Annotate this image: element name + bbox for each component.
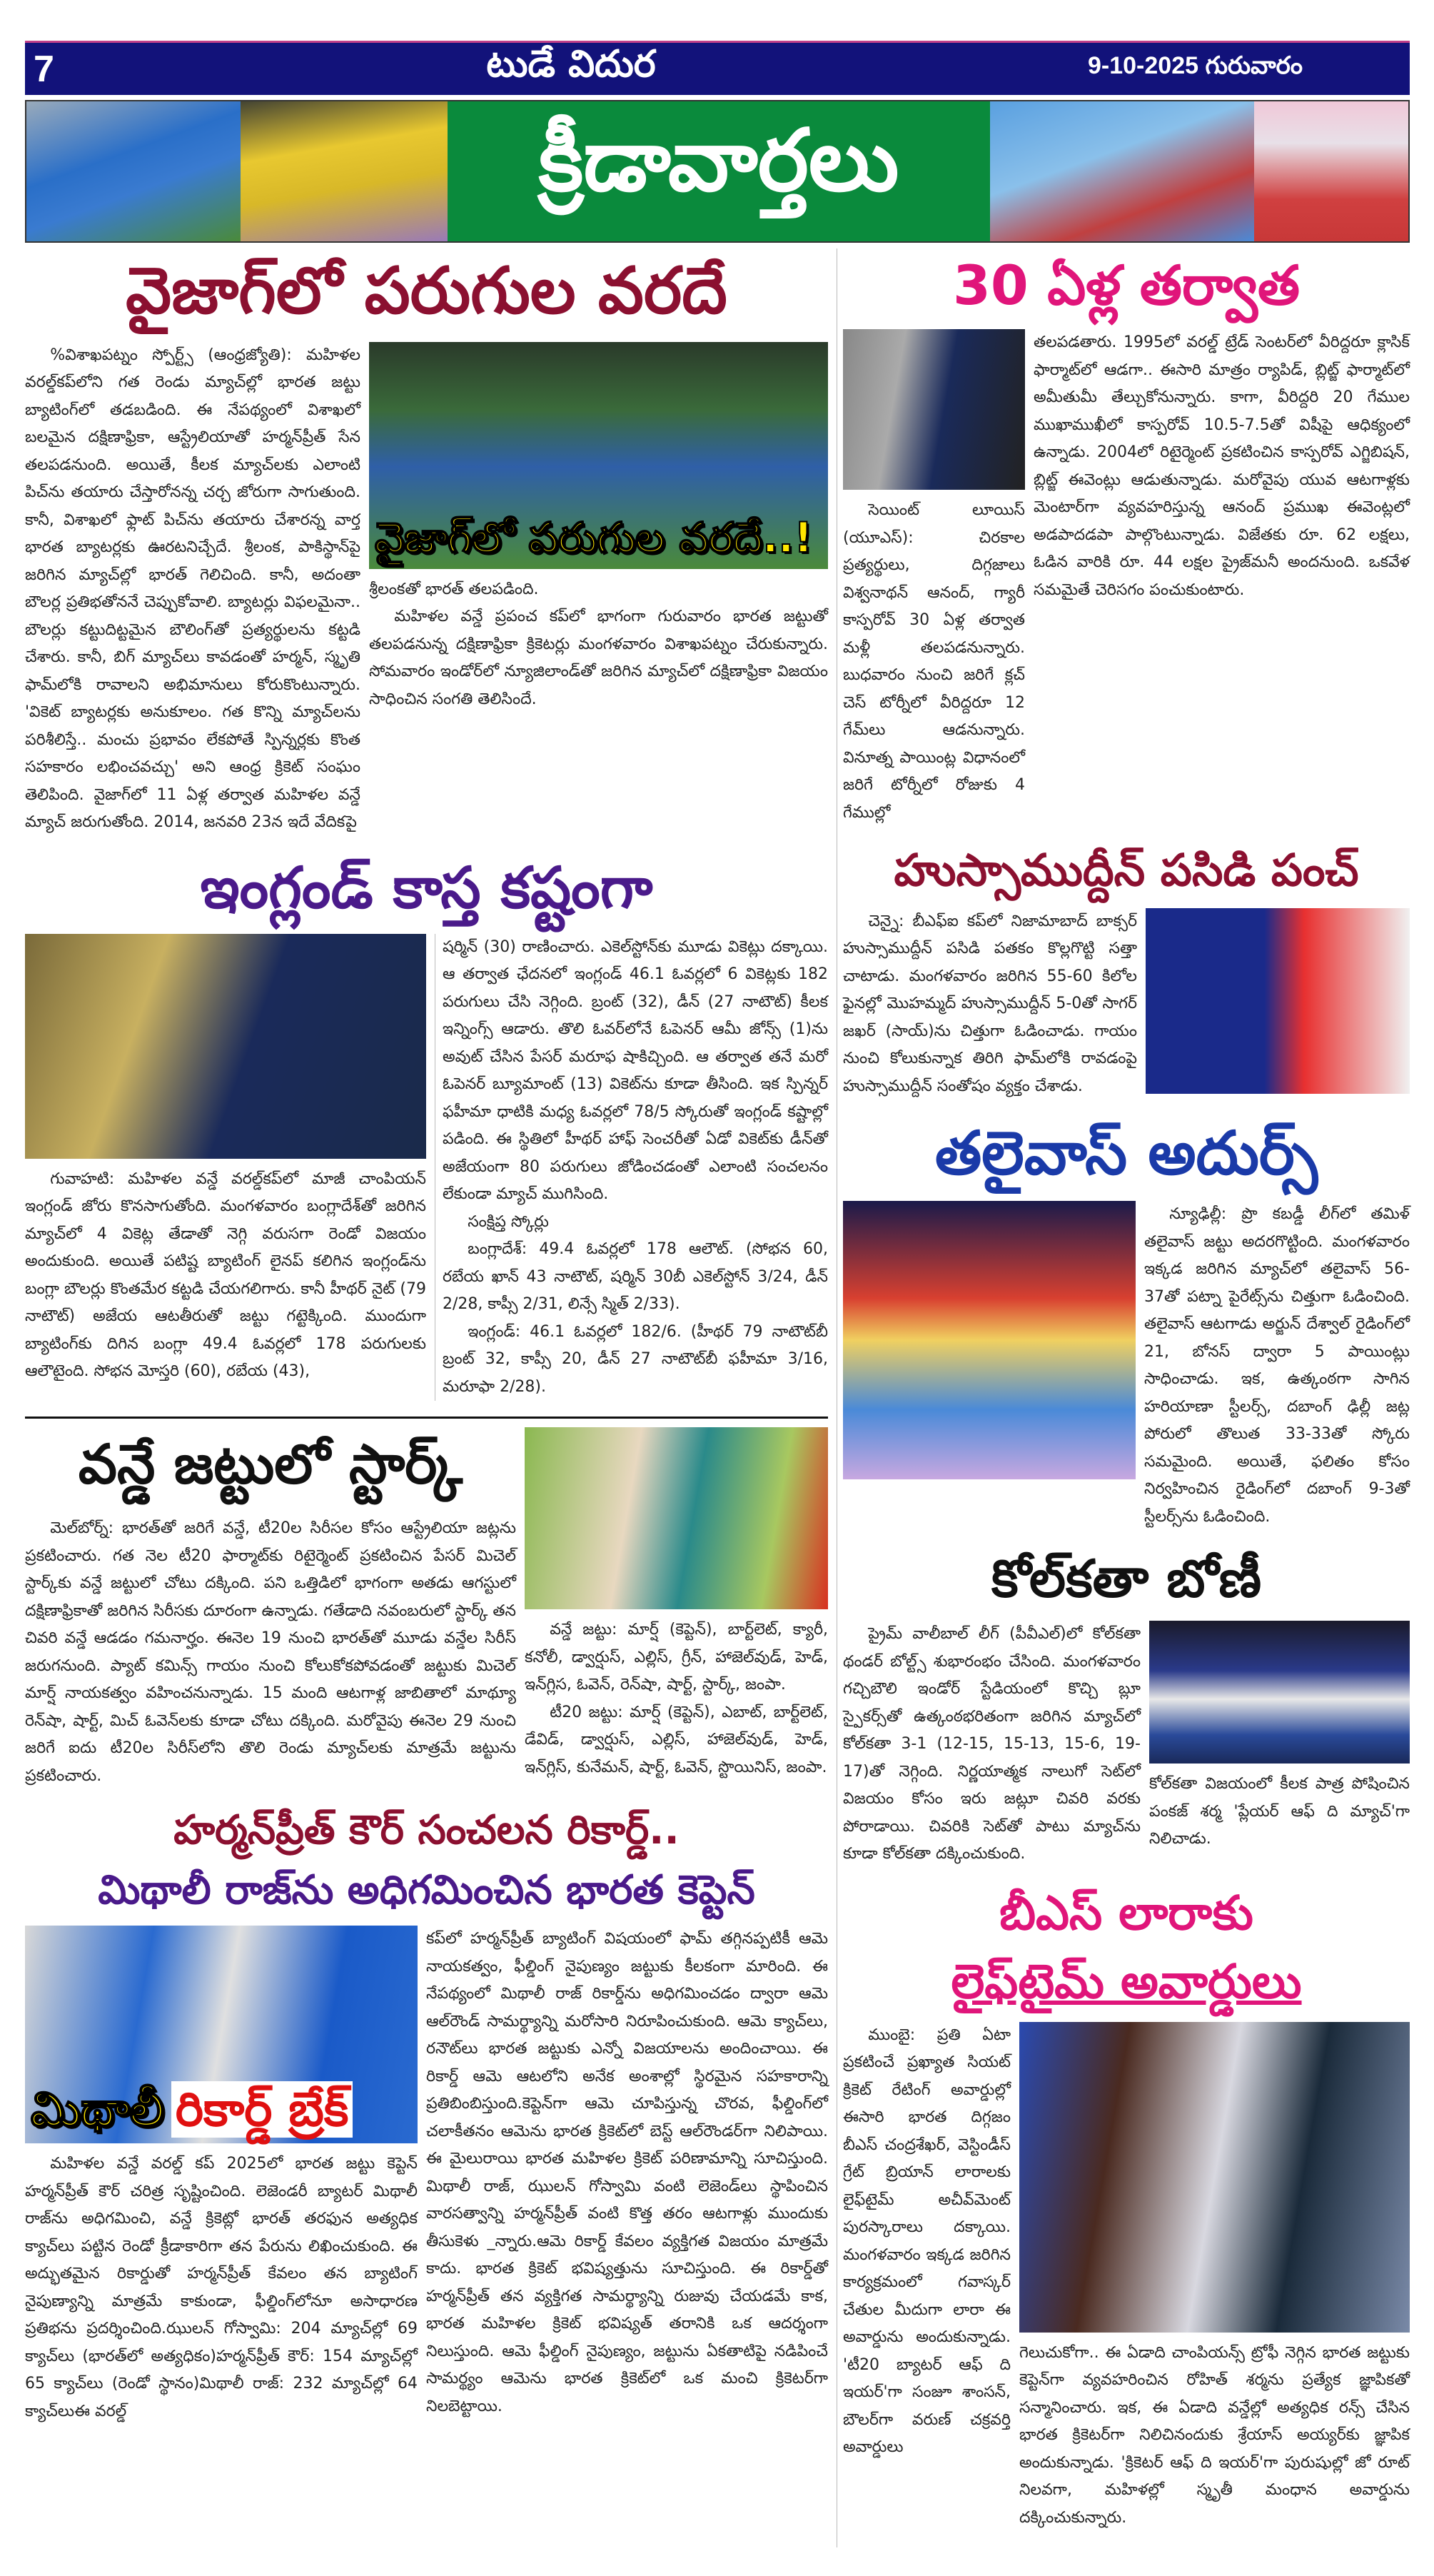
article-lara-continued bbox=[1019, 2340, 1410, 2532]
scores-heading: సంక్షిప్త స్కోర్లు bbox=[468, 1212, 549, 1231]
article-volleyball bbox=[843, 1546, 1410, 1868]
paragraph: %విశాఖపట్నం స్పోర్ట్స్ (ఆంధ్రజ్యోతి): మహిళల వరల్డ్‌కప్‌లోని గత రెండు మ్యాచ్‌ల్లో భారత జట్టు బ్యాటింగ్‌లో తడబడింది. ఈ నేపథ్యంలో విశాఖలో బలమైన దక్షిణాఫ్రికా, ఆస్ట్రేలియాతో హర్మన్‌ప్రీత్ సేన తలపడనుంది. అయితే, కీలక మ్యాచ్‌లకు ఎలాంటి పిచ్‌ను తయారు చేస్తారోనన్న చర్చ జోరుగా సాగుతుంది. కానీ, విశాఖలో ఫ్లాట్ పిచ్‌ను తయారు చేశారన్న వార్త భారత బ్యాటర్లకు ఊరటనిచ్చేదే. శ్రీలంక, పాకిస్థాన్‌పై జరిగిన మ్యాచ్‌ల్లో భారత్ గెలిచింది. కానీ, అదంతా బౌలర్ల ప్రతిభతోననే చెప్పుకోవాలి. బ్యాటర్లు విఫలమైనా.. బౌలర్లు కట్టుదిట్టమైన బౌలింగ్‌తో ప్రత్యర్థులను కట్టడి చేశారు. కానీ, బిగ్ మ్యాచ్‌లు కావడంతో హర్మన్, స్మృతి ఫామ్‌లోకి రావాలని అభిమానులు కోరుకొంటున్నారు. 'వికెట్ బ్యాటర్లకు అనుకూలం. గత కొన్ని మ్యాచ్‌లను పరిశీలిస్తే.. మంచు ప్రభావం లేకపోతే స్పిన్నర్లకు కొంత సహకారం లభించవచ్చు' అని ఆంధ్ర క్రికెట్ సంఘం తెలిపింది. వైజాగ్‌లో 11 ఏళ్ల తర్వాత మహిళల వన్డే మ్యాచ్ జరుగుతోంది. 2014, జనవరి 23న ఇదే వేదికపై bbox=[25, 346, 360, 831]
headline-england: ఇంగ్లండ్ కాస్త కష్టంగా bbox=[200, 854, 653, 921]
starc-photo bbox=[525, 1427, 828, 1609]
article-vizag-body bbox=[25, 342, 360, 837]
award-ceremony-photo bbox=[1019, 2022, 1410, 2333]
article-volleyball-body bbox=[843, 1621, 1141, 1868]
article-lara bbox=[843, 1884, 1410, 2532]
scorecard-england: ఇంగ్లండ్: 46.1 ఓవర్లలో 182/6. (హీథర్ 79 నాటౌట్‌బీ బ్రంట్ 32, కాప్సీ 20, డీన్ 27 నాటౌట్‌బీ ఫహీమా 3/16, మరూఫా 2/28). bbox=[443, 1322, 828, 1396]
headline-vizag: వైజాగ్‌లో పరుగుల వరదే bbox=[126, 253, 727, 328]
paragraph: సెయింట్ లూయిస్ (యూఎస్): చిరకాల ప్రత్యర్థులు, దిగ్గజాలు విశ్వనాథన్ ఆనంద్, గ్యారీ కాస్పరోవ్ 30 ఏళ్ల తర్వాత మళ్లీ తలపడనున్నారు. బుధవారం నుంచి జరిగే క్లచ్ చెస్ టోర్నీలో వీరిద్దరూ 12 గేమ్‌లు ఆడనున్నారు. వినూత్న పాయింట్ల విధానంలో జరిగే టోర్నీలో రోజుకు 4 గేముల్లో bbox=[843, 501, 1025, 822]
paragraph: ముంబై: ప్రతి ఏటా ప్రకటించే ప్రఖ్యాత సియట్ క్రికెట్ రేటింగ్ అవార్డుల్లో ఈసారి భారత దిగ్గజం బీఎస్ చంద్రశేఖర్, వెస్టిండీస్ గ్రేట్ బ్రియాన్ లారాలకు లైఫ్‌టైమ్ అచీవ్‌మెంట్ పురస్కారాలు దక్కాయి. మంగళవారం ఇక్కడ జరిగిన కార్యక్రమంలో గవాస్కర్ చేతుల మీదుగా లారా ఈ అవార్డును అందుకున్నాడు. 'టీ20 బ్యాటర్ ఆఫ్ ది ఇయర్'గా సంజూ శాంసన్, బౌలర్‌గా వరుణ్ చక్రవర్తి అవార్డులు bbox=[843, 2026, 1011, 2456]
photo-overlay-record-break: రికార్డ్ బ్రేక్ bbox=[171, 2081, 353, 2138]
headline-volleyball: కోల్‌కతా బోణీ bbox=[991, 1549, 1262, 1609]
headline-chess: 30 ఏళ్ల తర్వాత bbox=[952, 253, 1300, 317]
article-starc-body bbox=[25, 1515, 516, 1790]
masthead bbox=[25, 41, 1410, 95]
headline-boxing: హుస్సాముద్దీన్ పసిడి పంచ్ bbox=[894, 844, 1359, 896]
issue-date: 9-10-2025 గురువారం bbox=[1088, 52, 1303, 79]
section-divider bbox=[25, 1417, 828, 1419]
section-title: క్రీడావార్తలు bbox=[448, 101, 990, 241]
article-harmanpreet-body bbox=[25, 2150, 418, 2425]
article-harmanpreet-continued bbox=[426, 1926, 828, 2420]
article-england bbox=[25, 852, 828, 1402]
photo-overlay-mithali: మిథాలీ bbox=[31, 2081, 164, 2137]
paragraph: గువాహటి: మహిళల వన్డే వరల్డ్‌కప్‌లో మాజీ చాంపియన్ ఇంగ్లండ్ జోరు కొనసాగుతోంది. మంగళవారం బంగ్లాదేశ్‌తో జరిగిన మ్యాచ్‌లో 4 వికెట్ల తేడాతో నెగ్గి వరుసగా రెండో విజయం అందుకుంది. అయితే పటిష్ట బ్యాటింగ్ లైనప్ కలిగిన ఇంగ్లండ్‌ను బంగ్లా బౌలర్లు కొంతమేర కట్టడి చేయగలిగారు. కానీ హీథర్ నైట్ (79 నాటౌట్) అజేయ ఆటతీరుతో జట్టు గట్టెక్కింది. ముందుగా బ్యాటింగ్‌కు దిగిన బంగ్లా 49.4 ఓవర్లలో 178 పరుగులకు ఆలౌటైంది. సోభన మోస్తరి (60), రబేయ (43), bbox=[25, 1169, 426, 1380]
article-england-body bbox=[25, 1166, 426, 1386]
paragraph: గెలుచుకోగా.. ఈ ఏడాది చాంపియన్స్ ట్రోఫీ నెగ్గిన భారత జట్టుకు కెప్టెన్‌గా వ్యవహరించిన రోహిత్ శర్మను ప్రత్యేక జ్ఞాపికతో సన్మానించారు. ఇక, ఈ ఏడాది వన్డేల్లో అత్యధిక రన్స్ చేసిన భారత క్రికెటర్‌గా నిలిచినందుకు శ్రేయాస్ అయ్యర్‌కు జ్ఞాపిక అందుకున్నాడు. 'క్రికెటర్ ఆఫ్ ది ఇయర్'గా పురుషుల్లో జో రూట్ నిలవగా, మహిళల్లో స్మృతీ మంధాన అవార్డును దక్కించుకున్నారు. bbox=[1019, 2343, 1410, 2527]
article-boxing-body bbox=[843, 908, 1137, 1101]
article-starc bbox=[25, 1417, 828, 1790]
newspaper-name: టుడే విదుర bbox=[486, 43, 656, 86]
left-column bbox=[25, 248, 828, 2441]
badminton-photo bbox=[1254, 101, 1408, 241]
england-batter-photo bbox=[25, 934, 426, 1159]
vizag-team-photo bbox=[369, 342, 828, 569]
article-boxing bbox=[843, 842, 1410, 1100]
headline-kabaddi: తలైవాస్ అదుర్స్ bbox=[934, 1118, 1318, 1188]
article-chess-continued bbox=[1034, 329, 1410, 604]
subheadline-lifetime-awards: లైఫ్‌టైమ్ అవార్డులు bbox=[951, 1954, 1302, 2009]
squad-list bbox=[525, 1616, 828, 1781]
headline-starc: వన్డే జట్టులో స్టార్క్ bbox=[78, 1432, 463, 1496]
boxer-photo bbox=[1146, 908, 1410, 1094]
article-chess bbox=[843, 251, 1410, 827]
paragraph: షర్మిన్ (30) రాణించారు. ఎకెల్‌స్టోన్‌కు మూడు వికెట్లు దక్కాయి. ఆ తర్వాత ఛేదనలో ఇంగ్లండ్ 46.1 ఓవర్లలో 6 వికెట్లకు 182 పరుగులు చేసి నెగ్గింది. బ్రంట్ (32), డీన్ (27 నాటౌట్) కీలక ఇన్నింగ్స్ ఆడారు. తొలి ఓవర్‌లోనే ఓపెనర్ ఆమీ జోన్స్ (1)ను అవుట్ చేసిన పేసర్ మరూఫ షాకిచ్చింది. ఆ తర్వాత తనే మరో ఓపెనర్ బ్యూమాంట్ (13) వికెట్‌ను కూడా తీసింది. ఇక స్పిన్నర్ ఫహీమా ధాటికి మధ్య ఓవర్లలో 78/5 స్కోరుతో ఇంగ్లండ్ కష్టాల్లో పడింది. ఈ స్థితిలో హీథర్ హాఫ్ సెంచరీతో ఏడో వికెట్‌కు డీన్‌తో అజేయంగా 80 పరుగులు జోడించడంతో ఎలాంటి సంచలనం లేకుండా మ్యాచ్ ముగిసింది. bbox=[443, 937, 828, 1203]
right-column bbox=[837, 248, 1410, 2547]
page-number: 7 bbox=[34, 48, 54, 90]
women-kabaddi-photo bbox=[990, 101, 1254, 241]
headline-harmanpreet: హర్మన్‌ప్రీత్ కౌర్ సంచలన రికార్డ్.. bbox=[173, 1807, 680, 1853]
paragraph: చెన్నై: బీఎఫ్ఐ కప్‌లో నిజామాబాద్ బాక్సర్ హుస్సాముద్దీన్ పసిడి పతకం కొల్లగొట్టి సత్తా చాటాడు. మంగళవారం జరిగిన 55-60 కిలోల ఫైనల్లో మొహమ్మద్ హుస్సాముద్దీన్ 5-0తో సాగర్ జఖర్ (సాయ్)ను చిత్తుగా ఓడించాడు. గాయం నుంచి కోలుకున్నాక తిరిగి ఫామ్‌లోకి రావడంపై హుస్సాముద్దీన్ సంతోషం వ్యక్తం చేశాడు. bbox=[843, 912, 1137, 1095]
article-vizag bbox=[25, 251, 828, 837]
kabaddi-photo bbox=[241, 101, 448, 241]
odi-squad: వన్డే జట్టు: మార్ష్ (కెప్టెన్), బార్ట్‌లెట్, క్యారీ, కనోలీ, డ్వార్షుస్, ఎల్లిస్, గ్రీన్, హాజెల్‌వుడ్, హెడ్, ఇన్‌గ్లిస, ఓవెన్, రెన్‌షా, షార్ట్, స్టార్క్, జంపా. bbox=[525, 1621, 828, 1694]
paragraph: మహిళల వన్డే ప్రపంచ కప్‌లో భాగంగా గురువారం భారత జట్టుతో తలపడనున్న దక్షిణాఫ్రికా క్రికెటర్లు మంగళవారం విశాఖపట్నం చేరుకున్నారు. సోమవారం ఇండోర్‌లో న్యూజిలాండ్‌తో జరిగిన మ్యాచ్‌లో దక్షిణాఫ్రికా విజయం సాధించిన సంగతి తెలిసిందే. bbox=[369, 608, 828, 708]
paragraph: మెల్‌బోర్న్: భారత్‌తో జరిగే వన్డే, టీ20ల సిరీసల కోసం ఆస్ట్రేలియా జట్లను ప్రకటించారు. గత నెల టీ20 ఫార్మాట్‌కు రిటైర్మెంట్ ప్రకటించిన పేసర్ మిచెల్ స్టార్క్‌కు వన్డే జట్టులో చోటు దక్కింది. పని ఒత్తిడిలో భాగంగా అతడు ఆగస్టులో దక్షిణాఫ్రికాతో జరిగిన సిరీసకు దూరంగా ఉన్నాడు. గతేడాది నవంబరులో స్టార్క్ తన చివరి వన్డే ఆడడం గమనార్హం. ఈనెల 19 నుంచి భారత్‌తో మూడు వన్డేల సిరీస్ జరుగనుంది. ప్యాట్ కమిన్స్ గాయం నుంచి కోలుకోకపోవడంతో జట్టుకు మిచెల్ మార్ష్ నాయకత్వం వహించనున్నాడు. 15 మంది ఆటగాళ్ల జాబితాలో మాథ్యూ రెన్‌షా, షార్ట్, మిచ్ ఓవెన్‌లకు కూడా చోటు దక్కింది. మరోవైపు ఈనెల 29 నుంచి జరిగే ఐదు టీ20ల సిరీస్‌లోని తొలి రెండు మ్యాచ్‌లకు మాత్రమే జట్టును ప్రకటించారు. bbox=[25, 1519, 516, 1785]
article-lara-body bbox=[843, 2022, 1011, 2462]
paragraph: కప్‌లో హర్మన్‌ప్రీత్ బ్యాటింగ్ విషయంలో ఫామ్ తగ్గినప్పటికీ ఆమె నాయకత్వం, ఫీల్డింగ్ నైపుణ్యం జట్టుకు కీలకంగా మారింది. ఈ నేపథ్యంలో మిథాలీ రాజ్ రికార్డ్‌ను అధిగమించడం ద్వారా ఆమె ఆల్‌రౌండ్ సామర్థ్యాన్ని మరోసారి నిరూపించుకుంది. ఆమె క్యాచ్‌లు, రనౌట్‌లు భారత జట్టుకు ఎన్నో విజయాలను అందించాయి. ఈ రికార్డ్ ఆమె ఆటలోని అనేక అంశాల్లో స్థిరమైన సహకారాన్ని ప్రతిబింబిస్తుంది.కెప్టెన్‌గా ఆమె చూపిస్తున్న చొరవ, ఫీల్డింగ్‌లో చలాకీతనం ఆమెను భారత క్రికెట్‌లో బెస్ట్ ఆల్‌రౌండర్‌గా నిలిపాయి. ఈ మైలురాయి భారత మహిళల క్రికెట్ పరిణామాన్ని సూచిస్తుంది. మిథాలీ రాజ్, ఝులన్ గోస్వామి వంటి లెజెండ్‌లు స్థాపించిన వారసత్వాన్ని హర్మన్‌ప్రీత్ వంటి కొత్త తరం ఆటగాళ్లు ముందుకు తీసుకెళు _న్నారు.ఆమె రికార్డ్ కేవలం వ్యక్తిగత విజయం మాత్రమే కాదు. భారత క్రికెట్ భవిష్యత్తును సూచిస్తుంది. ఈ రికార్డ్‌తో హర్మన్‌ప్రీత్ తన వ్యక్తిగత సామర్థ్యాన్ని రుజువు చేయడమే కాక, భారత మహిళల క్రికెట్ భవిష్యత్ తరానికి ఒక ఆదర్శంగా నిలుస్తుంది. ఆమె ఫీల్డింగ్ నైపుణ్యం, జట్టును ఏకతాటిపై నడిపించే సామర్థ్యం ఆమెను భారత క్రికెట్‌లో ఒక మంచి క్రికెటర్‌గా నిలబెట్టాయి. bbox=[426, 1930, 828, 2415]
kabaddi-match-photo bbox=[843, 1201, 1136, 1479]
paragraph: తలపడతారు. 1995లో వరల్డ్ ట్రేడ్ సెంటర్‌లో వీరిద్దరూ క్లాసిక్ ఫార్మాట్‌లో ఆడగా.. ఈసారి మాత్రం ర్యాపిడ్, బ్లిట్జ్ ఫార్మాట్‌లో అమీతుమీ తేల్చుకోనున్నారు. కాగా, వీరిద్దరి 20 గేముల ముఖాముఖీలో కాస్పరోవ్ 10.5-7.5తో విషీపై ఆధిక్యంలో ఉన్నాడు. 2004లో రిటైర్మెంట్ ప్రకటించిన కాస్పరోవ్ ఎగ్జిబిషన్, బ్లిట్జ్ ఈవెంట్లు ఆడుతున్నాడు. మరోవైపు యువ ఆటగాళ్లకు మెంటార్‌గా వ్యవహరిస్తున్న ఆనంద్ ప్రముఖ ఈవెంట్లలో అడపాదడపా పాల్గొంటున్నాడు. విజేతకు రూ. 62 లక్షలు, ఓడిన వారికి రూ. 44 లక్షల ప్రైజ్‌మనీ అందనుంది. ఒకవేళ సమమైతే చెరిసగం పంచుకుంటారు. bbox=[1034, 333, 1410, 599]
cricket-photo bbox=[26, 101, 241, 241]
subheadline-harmanpreet: మిథాలీ రాజ్‌ను అధిగమించిన భారత కెప్టెన్ bbox=[98, 1867, 755, 1913]
photo-overlay-text: వైజాగ్‌లో పరుగుల వరదే..! bbox=[375, 513, 813, 562]
anand-kasparov-photo bbox=[843, 329, 1025, 490]
photo-caption bbox=[1149, 1771, 1410, 1853]
section-banner bbox=[25, 100, 1410, 243]
article-england-continued bbox=[435, 934, 828, 1402]
article-kabaddi bbox=[843, 1116, 1410, 1531]
t20-squad: టీ20 జట్టు: మార్ష్ (కెప్టెన్), ఎబాట్, బార్ట్‌లెట్, డేవిడ్, డ్వార్షుస్, ఎల్లిస్, హాజెల్‌వుడ్, హెడ్, ఇన్‌గ్లిస్, కునేమన్, షార్ట్, ఓవెన్, స్టొయినిస్, జంపా. bbox=[525, 1703, 828, 1776]
paragraph: మహిళల వన్డే వరల్డ్ కప్ 2025లో భారత జట్టు కెప్టెన్ హర్మన్‌ప్రీత్ కౌర్ చరిత్ర సృష్టించింది. లెజెండరీ బ్యాటర్ మిథాలీ రాజ్‌ను అధిగమించి, వన్డే క్రికెట్లో భారత్ తరఫున అత్యధిక క్యాచ్‌లు పట్టిన రెండో క్రీడాకారిగా తన పేరును లిఖించుకుంది. ఈ అద్భుతమైన రికార్డుతో హర్మన్‌ప్రీత్ కేవలం తన బ్యాటింగ్ నైపుణ్యాన్ని మాత్రమే కాకుండా, ఫీల్డింగ్‌లోనూ అసాధారణ ప్రతిభను ప్రదర్శించింది.ఝులన్ గోస్వామి: 204 మ్యాచ్‌ల్లో 69 క్యాచ్‌లు (భారత్‌లో అత్యధికం)హర్మన్‌ప్రీత్ కౌర్: 154 మ్యాచ్‌ల్లో 65 క్యాచ్‌లు (రెండో స్థానం)మిథాలీ రాజ్: 232 మ్యాచ్‌ల్లో 64 క్యాచ్‌లుఈ వరల్డ్ bbox=[25, 2155, 418, 2420]
harmanpreet-mithali-photo bbox=[25, 1926, 418, 2143]
paragraph: శ్రీలంకతో భారత్ తలపడింది. bbox=[369, 580, 539, 598]
article-chess-body bbox=[843, 497, 1025, 827]
paragraph: న్యూఢిల్లీ: ప్రొ కబడ్డీ లీగ్‌లో తమిళ్ తలైవాస్ జట్టు అదరగొట్టింది. మంగళవారం ఇక్కడ జరిగిన మ్యాచ్‌లో తలైవాస్ 56-37తో పట్నా పైరేట్స్‌ను చిత్తుగా ఓడించింది. తలైవాస్ ఆటగాడు అర్జున్ దేశ్వాల్ రైడింగ్‌లో 21, బోనస్ ద్వారా 5 పాయింట్లు సాధించాడు. ఇక, ఉత్కంఠగా సాగిన హరియాణా స్టీలర్స్, దబాంగ్ ఢిల్లీ జట్ల పోరులో తొలుత 33-33తో స్కోరు సమమైంది. అయితే, ఫలితం కోసం నిర్వహించిన రైడింగ్‌లో దబాంగ్ 9-3తో స్టీలర్స్‌ను ఓడించింది. bbox=[1144, 1205, 1410, 1526]
article-kabaddi-body bbox=[1144, 1201, 1410, 1531]
article-vizag-continued bbox=[369, 576, 828, 714]
article-harmanpreet bbox=[25, 1806, 828, 2425]
caption: కోల్‌కతా విజయంలో కీలక పాత్ర పోషించిన పంకజ్ శర్మ 'ప్లేయర్ ఆఫ్ ది మ్యాచ్'గా నిలిచాడు. bbox=[1149, 1775, 1410, 1848]
paragraph: ప్రైమ్ వాలీబాల్ లీగ్ (పీవీఎల్)లో కోల్‌కతా థండర్ బోల్ట్స్ శుభారంభం చేసింది. మంగళవారం గచ్చిబౌలి ఇండోర్ స్టేడియంలో కొచ్చి బ్లూ స్పైకర్స్‌తో ఉత్కంఠభరితంగా జరిగిన మ్యాచ్‌లో కోల్‌కతా 3-1 (12-15, 15-13, 15-6, 19-17)తో నెగ్గింది. నిర్ణయాత్మక నాలుగో సెట్‌లో విజయం కోసం ఇరు జట్లూ చివరి వరకు పోరాడాయి. చివరికి సెట్‌తో పాటు మ్యాచ్‌ను కూడా కోల్‌కతా దక్కించుకుంది. bbox=[843, 1625, 1141, 1863]
scorecard-bangladesh: బంగ్లాదేశ్: 49.4 ఓవర్లలో 178 ఆలౌట్. (సోభన 60, రబేయ ఖాన్ 43 నాటౌట్, షర్మిన్ 30బీ ఎకెల్‌స్టోన్ 3/24, డీన్ 2/28, కాప్సీ 2/31, లిన్సే స్మిత్ 2/33). bbox=[443, 1240, 828, 1313]
volleyball-photo bbox=[1149, 1621, 1410, 1764]
headline-lara: బీఎస్ లారాకు bbox=[999, 1885, 1253, 1941]
